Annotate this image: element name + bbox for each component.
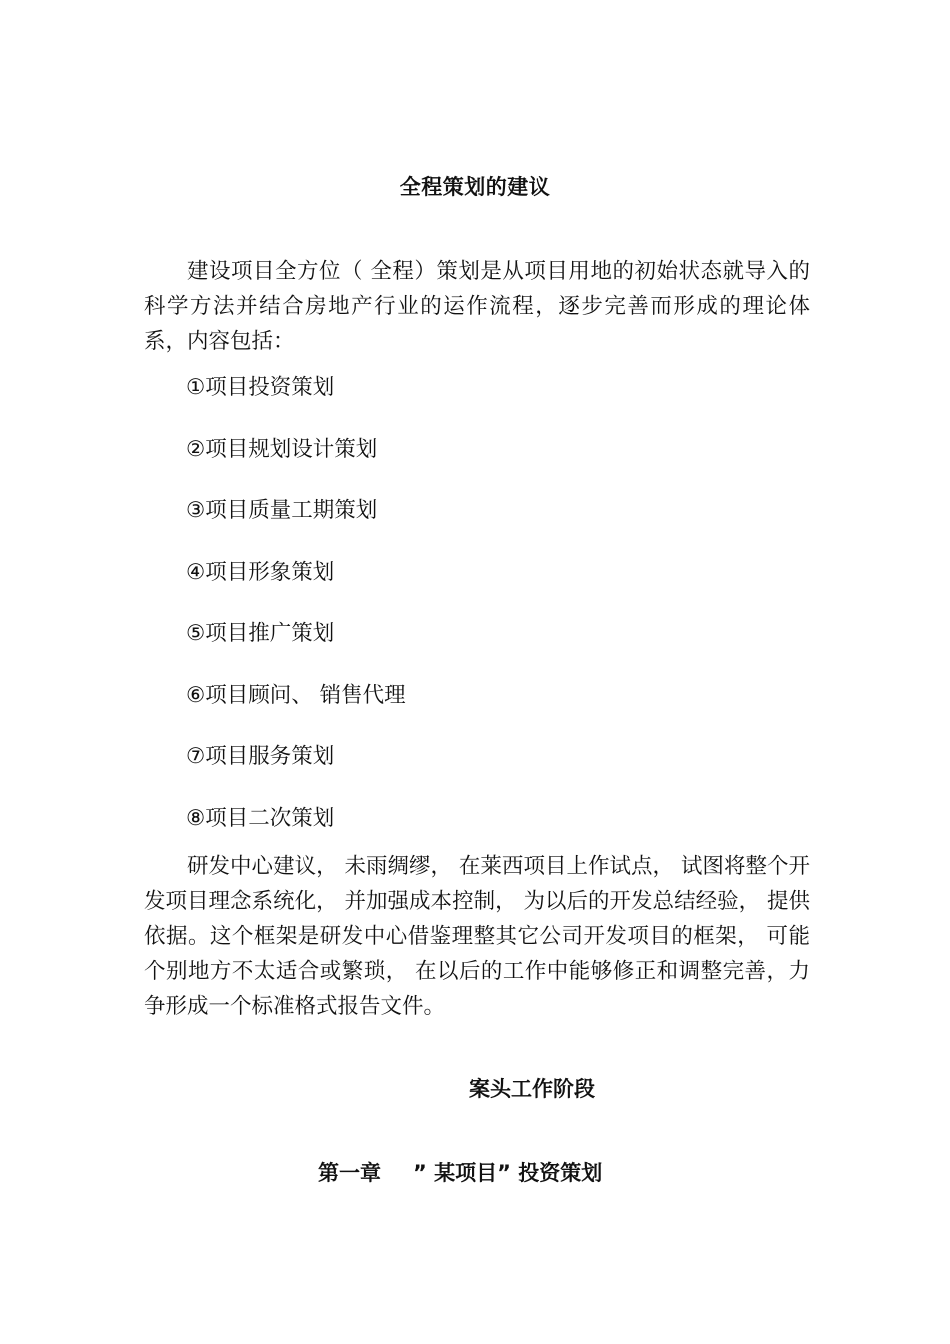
planning-content-list bbox=[186, 370, 406, 862]
chapter-title: ” 某项目” 投资策划 bbox=[413, 1161, 603, 1185]
list-item: ④项目形象策划 bbox=[186, 559, 335, 585]
chapter-heading bbox=[318, 1157, 602, 1189]
document-title: 全程策划的建议 bbox=[399, 175, 551, 199]
list-item: ⑧项目二次策划 bbox=[186, 805, 335, 831]
list-item: ①项目投资策划 bbox=[186, 375, 335, 400]
section-heading: 案头工作阶段 bbox=[469, 1077, 595, 1101]
intro-paragraph: 建设项目全方位（ 全程）策划是从项目用地的初始状态就导入的科学方法并结合房地产行业的运作流程，逐步完善而形成的理论体系，内容包括： bbox=[144, 259, 810, 354]
closing-paragraph: 研发中心建议， 未雨绸缪， 在莱西项目上作试点， 试图将整个开发项目理念系统化， 并加强成本控制， 为以后的开发总结经验， 提供依据。这个框架是研发中心借鉴理整其它公司开发项目的框架， 可能个别地方不太适合或繁琐， 在以后的工作中能够修正和调整完善，力争形成一个标准格式报告文件。 bbox=[144, 854, 810, 1019]
list-item: ②项目规划设计策划 bbox=[186, 436, 378, 462]
list-item: ⑦项目服务策划 bbox=[186, 744, 335, 769]
list-item: ③项目质量工期策划 bbox=[186, 498, 378, 523]
list-item: ⑤项目推广策划 bbox=[186, 621, 335, 646]
chapter-number: 第一章 bbox=[318, 1161, 381, 1185]
list-item: ⑥项目顾问、 销售代理 bbox=[186, 682, 406, 708]
